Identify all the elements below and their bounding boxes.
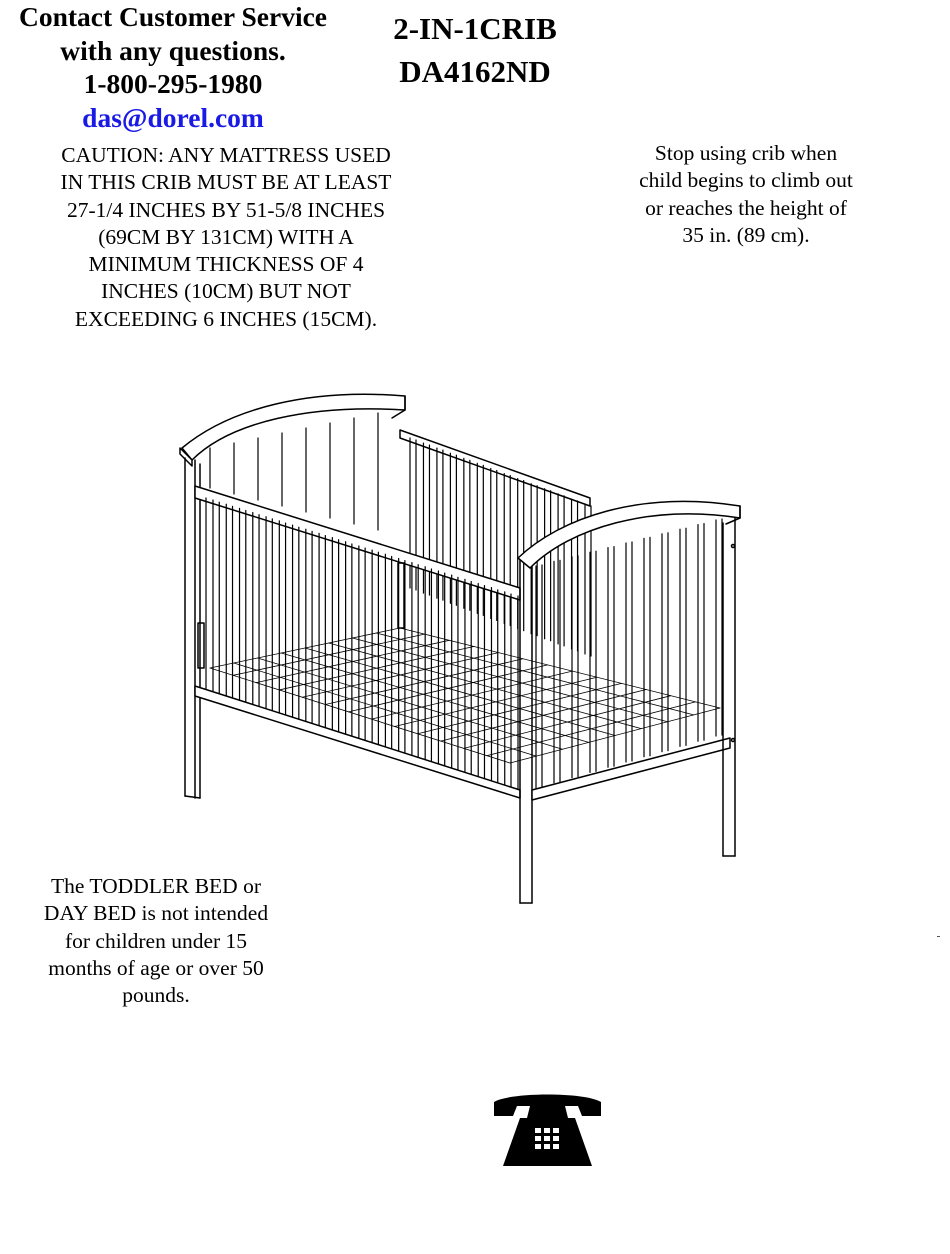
caution-line: 27-1/4 INCHES BY 51-5/8 INCHES (66, 197, 386, 222)
caution-line: EXCEEDING 6 INCHES (15CM). (74, 306, 378, 331)
email-link[interactable]: das@dorel.com (82, 101, 264, 133)
stop-line: 35 in. (89 cm). (682, 222, 810, 247)
stop-line: Stop using crib when (654, 141, 838, 165)
stop-using-notice (600, 140, 892, 249)
toddler-line: for children under 15 (64, 928, 248, 953)
caution-line: INCHES (10CM) BUT NOT (101, 279, 351, 304)
product-title: 2-IN-1CRIB (393, 11, 557, 46)
toddler-line: The TODDLER BED or (50, 874, 261, 898)
crib-illustration (170, 378, 760, 908)
stop-line: or reaches the height of (645, 195, 847, 220)
contact-subheading: with any questions. (60, 34, 286, 66)
telephone-icon (490, 1090, 605, 1172)
toddler-bed-notice (0, 873, 312, 1009)
toddler-line: pounds. (122, 983, 190, 1008)
caution-line: MINIMUM THICKNESS OF 4 (88, 252, 364, 277)
caution-line: IN THIS CRIB MUST BE AT LEAST (60, 170, 392, 195)
phone-number: 1-800-295-1980 (83, 68, 263, 99)
mattress-caution (20, 142, 432, 333)
caution-line: (69CM BY 131CM) WITH A (98, 224, 354, 249)
scan-mark (937, 936, 940, 937)
toddler-line: months of age or over 50 (48, 955, 264, 980)
contact-heading: Contact Customer Service (18, 1, 328, 32)
toddler-line: DAY BED is not intended (43, 901, 269, 926)
stop-line: child begins to climb out (639, 168, 853, 193)
caution-line: CAUTION: ANY MATTRESS USED (61, 143, 391, 167)
model-number: DA4162ND (399, 54, 551, 89)
